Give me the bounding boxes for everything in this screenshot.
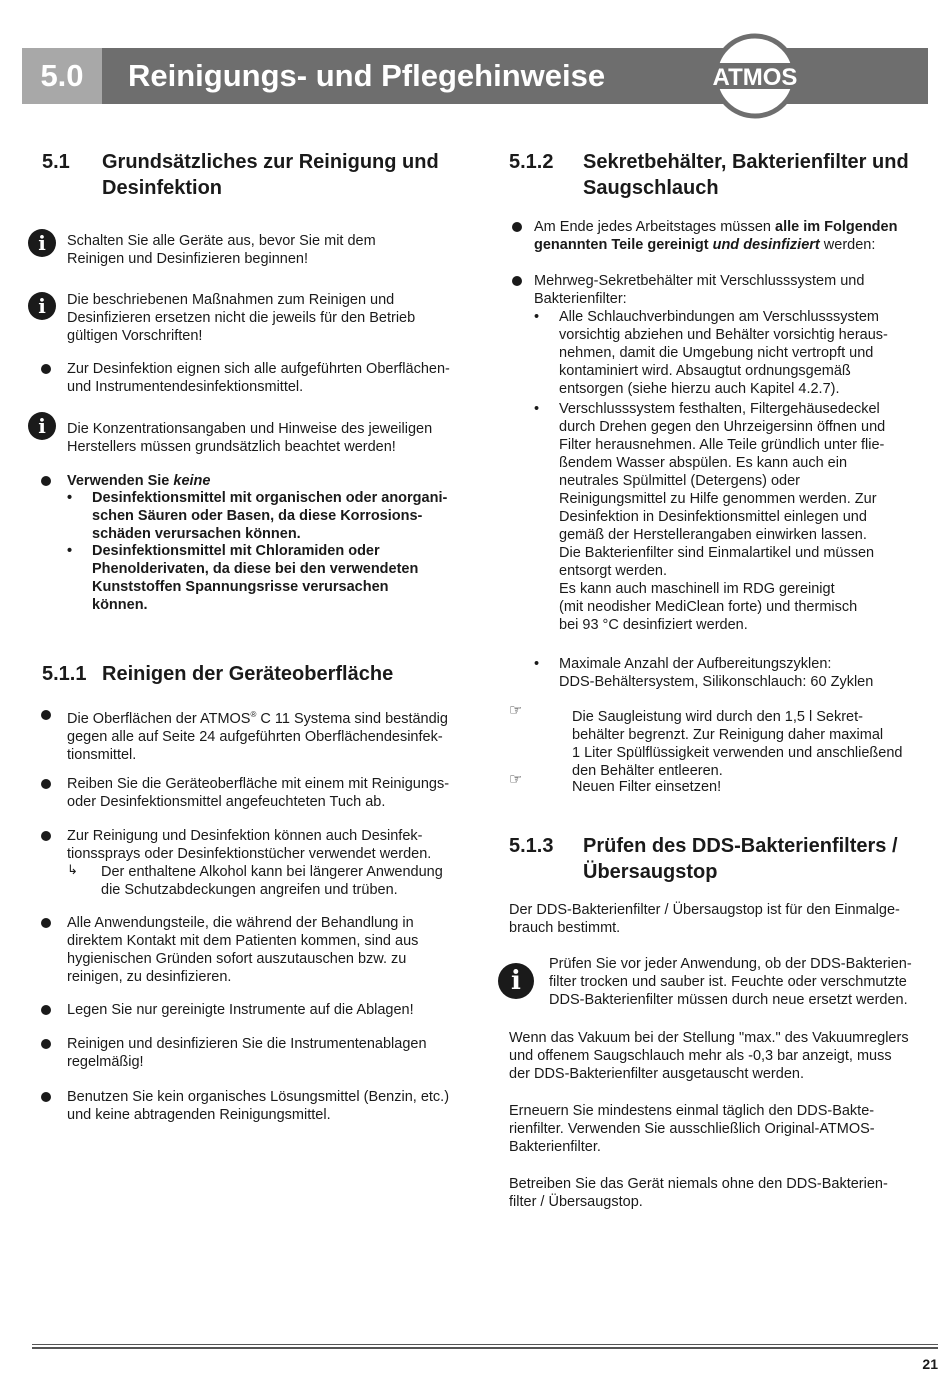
bullet-text-4: Zur Reinigung und Desinfektion können auch Desinfek- tionssprays oder Desinfektionstücher verwendet werden.: [67, 828, 432, 862]
footer-rule: [32, 1347, 938, 1349]
note-arrow-icon: ↳: [67, 862, 78, 877]
bullet-text-1: Zur Desinfektion eignen sich alle aufgeführten Oberflächen- und Instrumentendesinfektionsmittel.: [67, 361, 450, 395]
info-icon: i: [28, 412, 56, 440]
bullet-icon: [41, 1005, 51, 1015]
chapter-number: 5.0: [22, 48, 102, 104]
info-text-3: Die Konzentrationsangaben und Hinweise des jeweiligen Herstellers müssen grundsätzlich beachtet werden!: [67, 421, 433, 455]
bullet-icon: [41, 918, 51, 928]
chapter-title: Reinigungs- und Pflegehinweise: [102, 48, 928, 104]
paragraph-3: Erneuern Sie mindestens einmal täglich den DDS-Bakte- rienfilter. Verwenden Sie ausschließlich Original-ATMOS- Bakterienfilter.: [509, 1103, 875, 1155]
bullet-text-3: Reiben Sie die Geräteoberfläche mit einem mit Reinigungs- oder Desinfektionsmittel angefeuchteten Tuch ab.: [67, 776, 450, 810]
bullet-icon: [41, 1039, 51, 1049]
hint-text-1: Die Saugleistung wird durch den 1,5 l Sekret- behälter begrenzt. Zur Reinigung daher maximal 1 Liter Spülflüssigkeit verwenden und anschließend den Behälter entleeren.: [572, 709, 903, 779]
svg-text:ATMOS: ATMOS: [712, 64, 798, 91]
paragraph-2: Wenn das Vakuum bei der Stellung "max." des Vakuumreglers und offenem Saugschlauch mehr als -0,3 bar anzeigt, muss der DDS-Bakterienfilter ausgetauscht werden.: [509, 1030, 909, 1082]
bullet-text-2: Die Oberflächen der ATMOS® C 11 Systema sind beständig gegen alle auf Seite 24 aufgeführten Oberflächendesinfek- tionsmittel.: [67, 710, 448, 763]
bullet-icon: [41, 364, 51, 374]
atmos-logo: [700, 33, 810, 119]
info-text-2: Die beschriebenen Maßnahmen zum Reinigen und Desinfizieren ersetzen nicht die jeweils für den Betrieb gültigen Vorschriften!: [67, 292, 416, 344]
info-icon: i: [498, 963, 534, 999]
paragraph-1: Der DDS-Bakterienfilter / Übersaugstop ist für den Einmalge- brauch bestimmt.: [509, 902, 900, 936]
bullet-icon: [41, 831, 51, 841]
info-text-1: Schalten Sie alle Geräte aus, bevor Sie mit dem Reinigen und Desinfizieren beginnen!: [67, 233, 376, 267]
bullet-icon: [512, 222, 522, 232]
bullet-icon: [512, 276, 522, 286]
bullet-text-r2: Mehrweg-Sekretbehälter mit Verschlusssystem und Bakterienfilter:: [534, 273, 865, 307]
pointing-hand-icon: ☞: [509, 771, 523, 788]
info-icon: i: [28, 229, 56, 257]
info-text-4: Prüfen Sie vor jeder Anwendung, ob der DDS-Bakterien- filter trocken und sauber ist. Feuchte oder verschmutzte DDS-Bakterienfilter müssen durch neue ersetzt werden.: [549, 956, 912, 1008]
bullet-icon: [41, 710, 51, 720]
bullet-icon: [41, 779, 51, 789]
bullet-text-7: Reinigen und desinfizieren Sie die Instrumentenablagen regelmäßig!: [67, 1036, 427, 1070]
bullet-text-5: Alle Anwendungsteile, die während der Behandlung in direktem Kontakt mit dem Patienten kommen, sind aus hygienischen Gründen sofort auszutauschen bzw. zu reinigen, zu desinfizieren.: [67, 915, 419, 985]
bullet-text-r1: Am Ende jedes Arbeitstages müssen alle im Folgenden genannten Teile gereinigt und desinfiziert werden:: [534, 219, 898, 253]
page-number: 21: [922, 1356, 938, 1372]
footer-rule: [32, 1344, 938, 1345]
bullet-text-8: Benutzen Sie kein organisches Lösungsmittel (Benzin, etc.) und keine abtragenden Reinigungsmittel.: [67, 1089, 450, 1123]
hint-text-2: Neuen Filter einsetzen!: [572, 779, 722, 795]
pointing-hand-icon: ☞: [509, 702, 523, 719]
bullet-text-6: Legen Sie nur gereinigte Instrumente auf die Ablagen!: [67, 1002, 414, 1018]
paragraph-4: Betreiben Sie das Gerät niemals ohne den DDS-Bakterien- filter / Übersaugstop.: [509, 1176, 888, 1210]
bullet-icon: [41, 1092, 51, 1102]
warning-lead: Verwenden Sie keine: [67, 473, 211, 489]
bullet-icon: [41, 476, 51, 486]
info-icon: i: [28, 292, 56, 320]
